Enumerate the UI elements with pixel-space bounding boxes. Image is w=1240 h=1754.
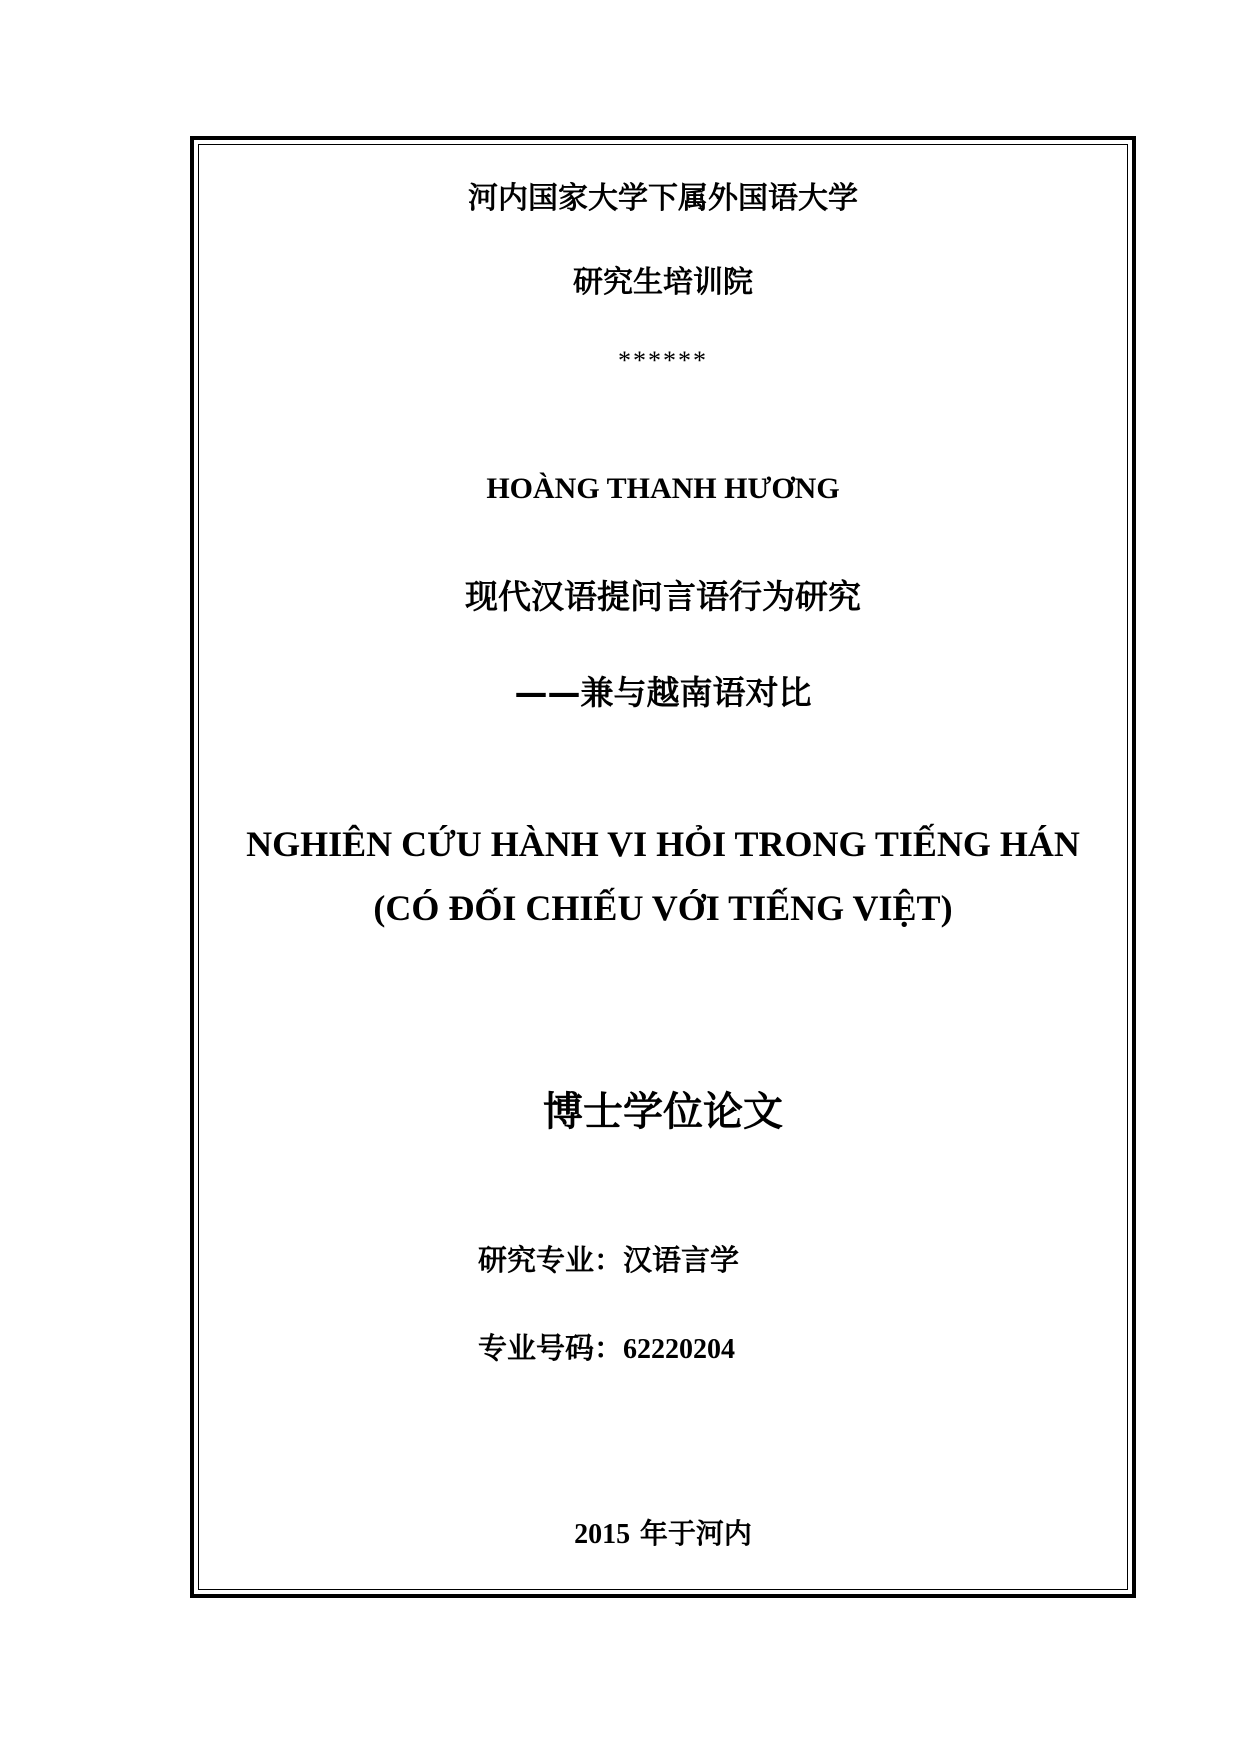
- title-vietnamese-line1: NGHIÊN CỨU HÀNH VI HỎI TRONG TIẾNG HÁN: [246, 824, 1080, 864]
- specialty-value: 汉语言学: [623, 1243, 740, 1277]
- university-name: 河内国家大学下属外国语大学: [468, 181, 858, 216]
- code-row: [478, 1331, 736, 1365]
- degree-title: 博士学位论文: [543, 1089, 783, 1135]
- footer-year: 2015: [574, 1519, 631, 1550]
- code-value: 62220204: [623, 1334, 736, 1365]
- footer-date-place: [198, 1517, 1128, 1550]
- author-name: HOÀNG THANH HƯƠNG: [486, 472, 840, 505]
- title-chinese-subtitle: ——兼与越南语对比: [514, 673, 812, 712]
- specialty-label: 研究专业：: [478, 1243, 624, 1277]
- specialty-row: [478, 1243, 740, 1277]
- title-vietnamese-line2: (CÓ ĐỐI CHIẾU VỚI TIẾNG VIỆT): [373, 888, 953, 928]
- separator-stars: ******: [618, 346, 708, 375]
- code-label: 专业号码：: [478, 1331, 624, 1365]
- title-chinese-main: 现代汉语提问言语行为研究: [465, 577, 861, 616]
- footer-place: 年于河内: [639, 1517, 752, 1550]
- institute-name: 研究生培训院: [573, 265, 753, 300]
